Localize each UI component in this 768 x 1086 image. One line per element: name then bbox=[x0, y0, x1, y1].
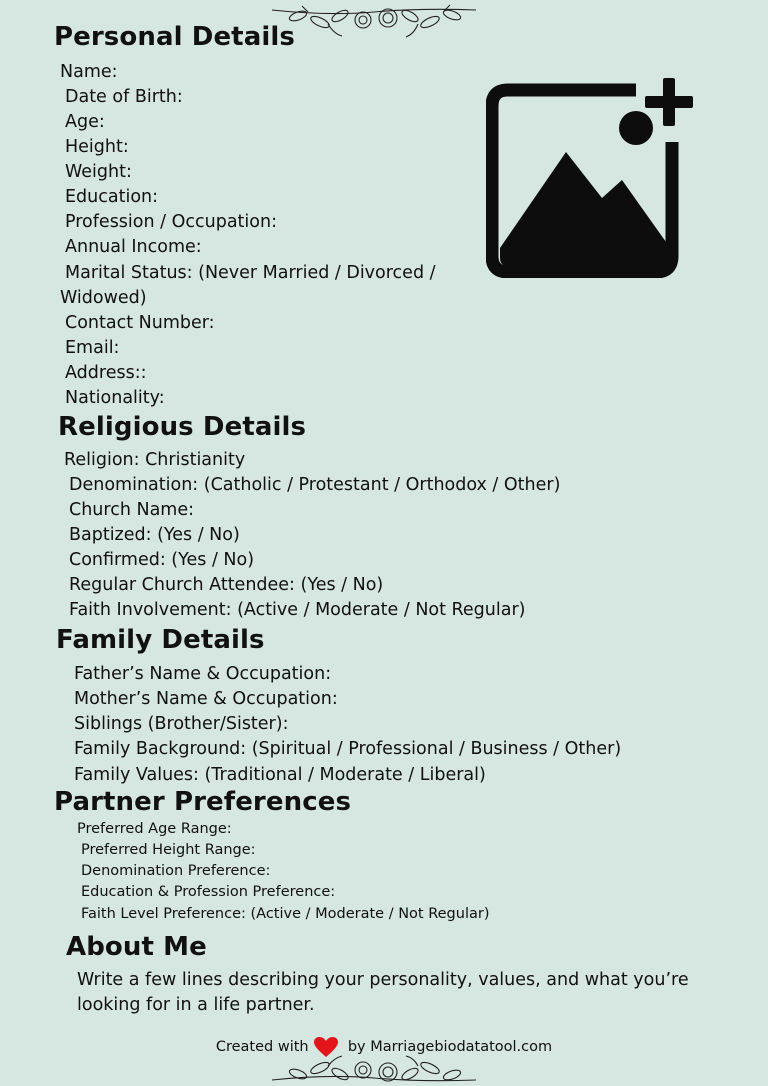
field-age: Age: bbox=[65, 112, 105, 132]
partner-preferences-heading: Partner Preferences bbox=[54, 787, 352, 817]
field-date-of-birth: Date of Birth: bbox=[65, 87, 183, 107]
top-floral-ornament bbox=[268, 2, 480, 40]
field-marital-status-cont: Widowed) bbox=[60, 288, 147, 308]
field-church-name: Church Name: bbox=[69, 500, 195, 520]
field-education: Education: bbox=[65, 187, 159, 207]
field-faith-level-preference: Faith Level Preference: (Active / Moderate / Not Regular) bbox=[81, 906, 490, 922]
add-photo-icon[interactable] bbox=[486, 76, 694, 278]
field-name: Name: bbox=[60, 62, 118, 82]
family-details-heading: Family Details bbox=[56, 625, 265, 655]
field-preferred-age: Preferred Age Range: bbox=[77, 821, 232, 837]
field-address: Address:: bbox=[65, 363, 147, 383]
field-email: Email: bbox=[65, 338, 120, 358]
field-nationality: Nationality: bbox=[65, 388, 165, 408]
about-me-heading: About Me bbox=[66, 932, 207, 962]
field-family-values: Family Values: (Traditional / Moderate / Liberal) bbox=[74, 765, 486, 785]
field-marital-status: Marital Status: (Never Married / Divorced / bbox=[65, 263, 436, 283]
field-faith-involvement: Faith Involvement: (Active / Moderate / Not Regular) bbox=[69, 600, 526, 620]
footer-link[interactable]: by Marriagebiodatatool.com bbox=[347, 1039, 553, 1055]
footer-prefix: Created with bbox=[215, 1039, 309, 1055]
bottom-floral-ornament bbox=[268, 1054, 480, 1086]
field-denomination-preference: Denomination Preference: bbox=[81, 863, 271, 879]
field-siblings: Siblings (Brother/Sister): bbox=[74, 714, 289, 734]
field-family-background: Family Background: (Spiritual / Professional / Business / Other) bbox=[74, 739, 622, 759]
field-baptized: Baptized: (Yes / No) bbox=[69, 525, 240, 545]
about-me-line-2: looking for in a life partner. bbox=[77, 995, 315, 1015]
field-education-preference: Education & Profession Preference: bbox=[81, 884, 336, 900]
field-denomination: Denomination: (Catholic / Protestant / Orthodox / Other) bbox=[69, 475, 561, 495]
field-religion: Religion: Christianity bbox=[64, 450, 246, 470]
field-mother: Mother’s Name & Occupation: bbox=[74, 689, 338, 709]
field-preferred-height: Preferred Height Range: bbox=[81, 842, 256, 858]
field-height: Height: bbox=[65, 137, 129, 157]
field-contact-number: Contact Number: bbox=[65, 313, 215, 333]
personal-details-heading: Personal Details bbox=[54, 22, 295, 52]
religious-details-heading: Religious Details bbox=[58, 412, 307, 442]
field-confirmed: Confirmed: (Yes / No) bbox=[69, 550, 255, 570]
field-weight: Weight: bbox=[65, 162, 132, 182]
field-annual-income: Annual Income: bbox=[65, 237, 202, 257]
field-profession: Profession / Occupation: bbox=[65, 212, 277, 232]
field-church-attendee: Regular Church Attendee: (Yes / No) bbox=[69, 575, 384, 595]
about-me-line-1: Write a few lines describing your personality, values, and what you’re bbox=[77, 970, 689, 990]
field-father: Father’s Name & Occupation: bbox=[74, 664, 332, 684]
